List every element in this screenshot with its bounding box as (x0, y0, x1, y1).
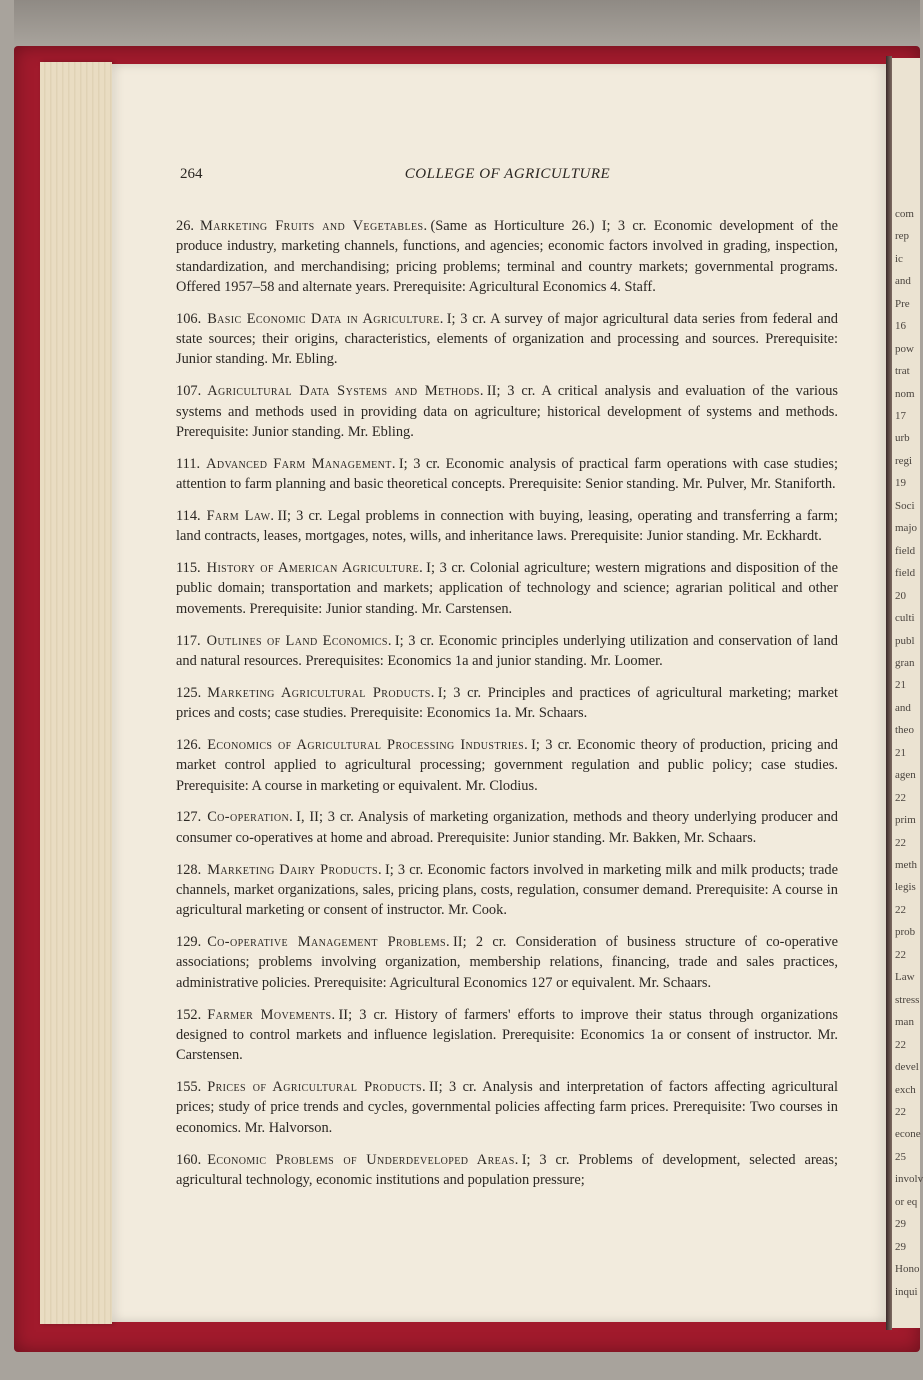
facing-page-text: com (895, 208, 914, 220)
facing-page-text: prob (895, 926, 916, 939)
course-entry (176, 1150, 838, 1191)
course-description: II; 2 cr. Consideration of business structure of co-operative associations; problems involving organization, membership relations, financing, trade and sales practices, administrative policies. Prerequisite: Agricultural Economics 127 or equivalent. Mr. Schaars. (176, 934, 838, 991)
course-list (176, 216, 838, 1202)
facing-page-text: legis (895, 881, 916, 894)
course-number: 114. (176, 507, 201, 524)
facing-page-text: and (895, 275, 911, 288)
course-number: 129. (176, 934, 202, 951)
course-description: I; 3 cr. Problems of development, selected areas; agricultural technology, economic institutions and population pressure; (176, 1151, 838, 1188)
facing-page-text: 21 (895, 679, 906, 692)
facing-page-text: rep (895, 230, 910, 243)
course-number: 126. (176, 736, 202, 753)
facing-page-text: 21 (895, 746, 906, 759)
course-description: I, II; 3 cr. Analysis of marketing organization, methods and theory underlying producer and consumer co-operatives at home and abroad. Prerequisite: Junior standing. Mr. Bakken, Mr. Schaars. (176, 809, 838, 846)
course-description: I; 3 cr. Colonial agriculture; western migrations and disposition of the public domain; transportation and markets; application of technology and science; agrarian political and other movements. Prerequisite: Junior standing. Mr. Carstensen. (176, 560, 838, 617)
facing-page-text: econe (895, 1128, 921, 1141)
course-title: Agricultural Data Systems and Methods. (207, 383, 484, 400)
course-entry (176, 735, 838, 796)
course-description: II; 3 cr. History of farmers' efforts to improve their status through organizations designed to control markets and influence legislation. Prerequisite: Economics 1a or consent of instructor. Mr. Carstensen. (176, 1006, 838, 1064)
course-description: (Same as Horticulture 26.) I; 3 cr. Economic development of the produce industry, marketing channels, functions, and agencies; economic factors involved in grading, inspection, standardization, and merchandising; pricing problems; terminal and country markets; governmental programs. Offered 1957–58 and alternate years. Prerequisite: Agricultural Economics 4. Staff. (176, 218, 838, 295)
course-entry (176, 807, 838, 848)
course-title: Economics of Agricultural Processing Industries. (207, 736, 529, 753)
course-description: I; 3 cr. Economic theory of production, pricing and market control applied to agricultural processing; government regulation and public policy; case studies. Prerequisite: A course in marketing or equivalent. Mr. Clodius. (176, 736, 839, 794)
course-entry (176, 558, 838, 619)
course-description: I; 3 cr. Economic principles underlying utilization and conservation of land and natural resources. Prerequisites: Economics 1a and junior standing. Mr. Loomer. (176, 632, 838, 669)
course-description: I; 3 cr. Principles and practices of agricultural marketing; market prices and costs; case studies. Prerequisite: Economics 1a. Mr. Schaars. (176, 684, 839, 722)
course-entry (176, 454, 838, 495)
facing-page-text: 25 (895, 1150, 906, 1163)
page-number: 264 (180, 166, 203, 182)
facing-page-text: 17 (895, 410, 906, 423)
course-description: I; 3 cr. Economic factors involved in marketing milk and milk products; trade channels, market organizations, sales, pricing plans, costs, regulation, consumer demand. Prerequisite: A course in agricultural marketing or consent of instructor. Mr. Cook. (176, 861, 838, 919)
facing-page-text: Hono (895, 1263, 920, 1276)
facing-page-text: exch (895, 1083, 916, 1096)
facing-page-text: 29 (895, 1240, 906, 1253)
course-number: 152. (176, 1006, 202, 1023)
facing-page-text: 29 (895, 1218, 906, 1231)
facing-page-text: 22 (895, 948, 906, 961)
background-surface (14, 0, 920, 46)
course-number: 107. (176, 383, 202, 400)
course-number: 26. (176, 218, 194, 234)
course-number: 117. (176, 632, 201, 649)
course-title: Farmer Movements. (207, 1006, 336, 1023)
course-entry (176, 1005, 838, 1066)
course-entry (176, 631, 838, 672)
facing-page-text: urb (895, 432, 910, 445)
facing-page-text: involv (895, 1173, 923, 1186)
course-title: Marketing Fruits and Vegetables. (200, 218, 428, 234)
course-title: Advanced Farm Management. (206, 455, 396, 472)
course-number: 125. (176, 684, 202, 701)
facing-page-text: or eq (895, 1195, 918, 1208)
course-number: 155. (176, 1079, 202, 1096)
course-title: Outlines of Land Economics. (206, 632, 392, 649)
facing-page-text: trat (895, 365, 910, 378)
course-title: Economic Problems of Underdeveloped Areas. (207, 1151, 519, 1168)
facing-page-text: field (895, 544, 916, 557)
facing-page-text: 22 (895, 1038, 906, 1051)
running-head: COLLEGE OF AGRICULTURE (404, 166, 611, 182)
facing-page-text: agen (895, 769, 916, 782)
facing-page-fragment (892, 58, 923, 1328)
course-title: Co-operation. (207, 809, 294, 826)
facing-page-text: 22 (895, 836, 906, 849)
course-entry (176, 932, 838, 993)
course-title: Marketing Agricultural Products. (207, 684, 435, 701)
course-title: Co-operative Management Problems. (207, 934, 451, 951)
course-description: II; 3 cr. A critical analysis and evaluation of the various systems and methods used in providing data on agriculture; historical development of systems and methods. Prerequisite: Junior standing. Mr. Ebling. (176, 383, 838, 440)
course-entry (176, 506, 838, 547)
course-number: 127. (176, 809, 202, 826)
course-number: 106. (176, 310, 202, 327)
course-description: II; 3 cr. Legal problems in connection with buying, leasing, operating and transferring a farm; land contracts, leases, mortgages, notes, wills, and inheritance laws. Prerequisite: Junior standing. Mr. Eckhardt. (176, 507, 839, 545)
facing-page-text: 22 (895, 791, 906, 804)
facing-page-text: stress (895, 993, 920, 1006)
course-description: I; 3 cr. Economic analysis of practical farm operations with case studies; attention to farm planning and basic theoretical concepts. Prerequisite: Senior standing. Mr. Pulver, Mr. Staniforth. (176, 455, 838, 493)
facing-page-text: nom (895, 387, 915, 400)
facing-page-text: devel (895, 1061, 919, 1074)
facing-page-text: 22 (895, 903, 906, 916)
facing-page-text: 19 (895, 477, 906, 490)
course-number: 111. (176, 455, 201, 472)
facing-page-text: culti (895, 612, 915, 625)
facing-page-text: 20 (895, 589, 906, 602)
course-title: History of American Agriculture. (206, 560, 424, 577)
course-title: Basic Economic Data in Agriculture. (207, 310, 444, 327)
facing-page-text: man (895, 1016, 914, 1029)
course-entry (176, 309, 838, 370)
course-description: II; 3 cr. Analysis and interpretation of factors affecting agricultural prices; study of price trends and cycles, governmental policies affecting farm prices. Prerequisite: Two courses in economics. Mr. Halvorson. (176, 1079, 838, 1136)
course-description: I; 3 cr. A survey of major agricultural data series from federal and state sources; their origins, characteristics, elements of organization and processing and sources. Prerequisite: Junior standing. Mr. Ebling. (176, 310, 838, 368)
course-title: Farm Law. (206, 507, 275, 524)
course-number: 115. (176, 560, 201, 577)
facing-page-text: Law (895, 971, 915, 984)
facing-page-text: Soci (895, 499, 915, 512)
page-edges (40, 62, 112, 1324)
course-entry (176, 216, 838, 297)
facing-page-text: inqui (895, 1285, 918, 1298)
facing-page-text: and (895, 701, 911, 714)
facing-page-text: field (895, 567, 916, 580)
facing-page-text: meth (895, 859, 917, 872)
facing-page-text: majo (895, 522, 917, 535)
facing-page-text: ic (895, 252, 903, 265)
facing-page-text: regi (895, 454, 913, 467)
course-entry (176, 1077, 838, 1138)
course-number: 160. (176, 1151, 202, 1168)
facing-page-text: Pre (895, 297, 910, 310)
facing-page-text: pow (895, 342, 914, 355)
facing-page-text: prim (895, 814, 916, 827)
page-header (180, 166, 835, 188)
course-title: Prices of Agricultural Products. (207, 1079, 426, 1096)
course-entry (176, 683, 838, 724)
course-entry (176, 860, 838, 921)
facing-page-text: publ (895, 634, 915, 647)
facing-page-text: 22 (895, 1105, 906, 1118)
facing-page-text: theo (895, 724, 914, 737)
course-title: Marketing Dairy Products. (207, 861, 382, 878)
course-entry (176, 381, 838, 442)
facing-page-text: gran (895, 656, 915, 669)
facing-page-text: 16 (895, 320, 906, 333)
course-number: 128. (176, 861, 202, 878)
